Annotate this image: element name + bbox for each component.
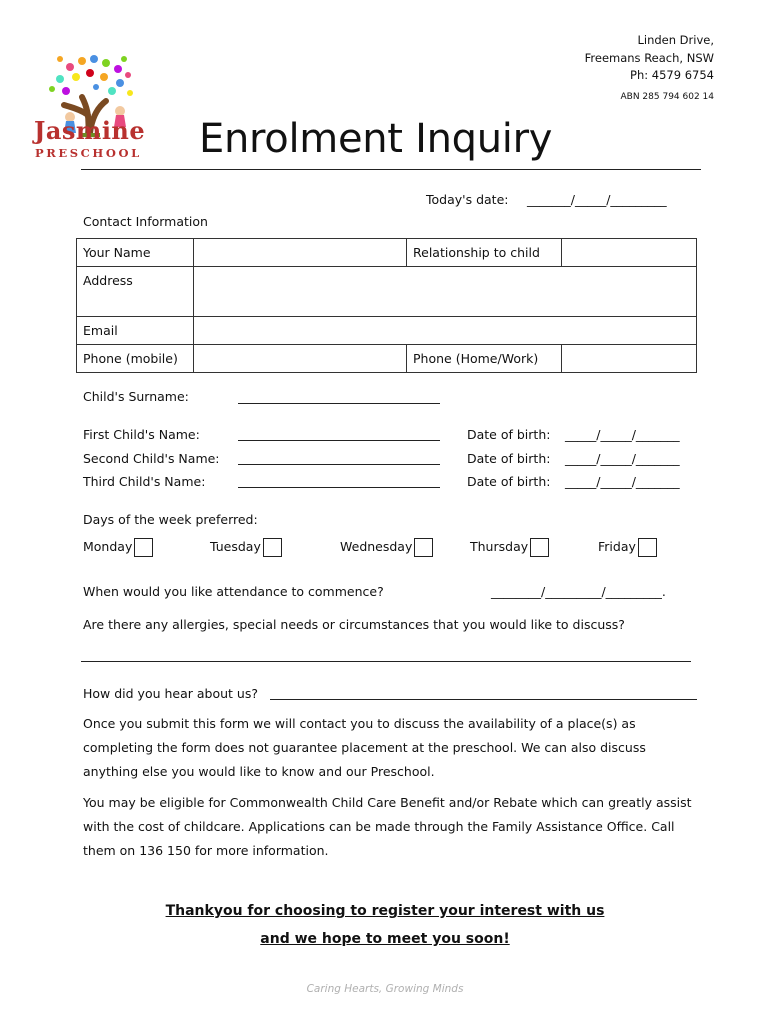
first-child-label: First Child's Name: — [83, 427, 200, 442]
commence-date-field[interactable]: ________/_________/_________. — [491, 584, 666, 599]
days-label: Days of the week preferred: — [83, 512, 258, 527]
allergies-answer-line[interactable] — [81, 661, 691, 662]
first-child-field[interactable] — [238, 427, 440, 441]
day-friday-checkbox[interactable] — [638, 538, 657, 557]
third-dob-field[interactable]: _____/_____/_______ — [565, 474, 680, 489]
first-dob-field[interactable]: _____/_____/_______ — [565, 427, 680, 442]
your-name-field[interactable] — [194, 239, 407, 267]
day-friday-label: Friday — [598, 539, 636, 554]
child-surname-label: Child's Surname: — [83, 389, 189, 404]
info-paragraph-2: You may be eligible for Commonwealth Child Care Benefit and/or Rebate which can greatly assist with the cost of childcare. Applications can be made through the Family Assistance Office. Call them on 136 150 for more information. — [83, 795, 692, 858]
phone-mobile-field[interactable] — [194, 345, 407, 373]
logo-name: Jasmine — [34, 116, 146, 145]
phone-mobile-label: Phone (mobile) — [77, 345, 194, 373]
address-phone: Ph: 4579 6754 — [630, 68, 714, 82]
phone-home-field[interactable] — [562, 345, 697, 373]
day-monday — [83, 538, 153, 557]
third-child-label: Third Child's Name: — [83, 474, 206, 489]
todays-date-field[interactable]: _______/_____/_________ — [527, 192, 667, 207]
contact-table — [76, 238, 697, 373]
email-label: Email — [77, 317, 194, 345]
commence-question: When would you like attendance to commence? — [83, 584, 384, 599]
third-dob-label: Date of birth: — [467, 474, 551, 489]
phone-home-label: Phone (Home/Work) — [407, 345, 562, 373]
address-label: Address — [77, 267, 194, 317]
day-monday-checkbox[interactable] — [134, 538, 153, 557]
day-thursday-label: Thursday — [470, 539, 529, 554]
logo-subtitle: PRESCHOOL — [35, 146, 142, 160]
email-field[interactable] — [194, 317, 697, 345]
day-wednesday-checkbox[interactable] — [414, 538, 433, 557]
day-thursday — [470, 538, 549, 557]
contact-heading: Contact Information — [83, 214, 208, 229]
day-wednesday-label: Wednesday — [340, 539, 413, 554]
third-child-field[interactable] — [238, 474, 440, 488]
address-field[interactable] — [194, 267, 697, 317]
address-line-2: Freemans Reach, NSW — [584, 51, 714, 65]
second-child-label: Second Child's Name: — [83, 451, 220, 466]
first-dob-label: Date of birth: — [467, 427, 551, 442]
abn-number: ABN 285 794 602 14 — [620, 92, 714, 102]
hear-about-label: How did you hear about us? — [83, 686, 258, 701]
second-child-field[interactable] — [238, 451, 440, 465]
address-line-1: Linden Drive, — [637, 33, 714, 47]
day-wednesday — [340, 538, 433, 557]
info-paragraph-1: Once you submit this form we will contact you to discuss the availability of a place(s) as completing the form does not guarantee placement at the preschool. We can also discuss anything else you would like to know and our Preschool. — [83, 716, 646, 779]
day-tuesday-label: Tuesday — [210, 539, 261, 554]
thanks-line-1: Thankyou for choosing to register your interest with us — [165, 903, 605, 919]
second-dob-label: Date of birth: — [467, 451, 551, 466]
day-tuesday — [210, 538, 282, 557]
day-monday-label: Monday — [83, 539, 133, 554]
day-tuesday-checkbox[interactable] — [263, 538, 282, 557]
relationship-field[interactable] — [562, 239, 697, 267]
hear-about-field[interactable] — [270, 686, 697, 700]
thanks-line-2: and we hope to meet you soon! — [260, 931, 510, 947]
todays-date-label: Today's date: — [426, 192, 509, 207]
second-dob-field[interactable]: _____/_____/_______ — [565, 451, 680, 466]
allergies-question: Are there any allergies, special needs or circumstances that you would like to discuss? — [83, 617, 625, 632]
day-friday — [598, 538, 657, 557]
child-surname-field[interactable] — [238, 390, 440, 404]
your-name-label: Your Name — [77, 239, 194, 267]
footer-tagline: Caring Hearts, Growing Minds — [306, 983, 464, 995]
day-thursday-checkbox[interactable] — [530, 538, 549, 557]
page-title: Enrolment Inquiry — [199, 116, 553, 162]
title-underline — [81, 169, 701, 170]
relationship-label: Relationship to child — [407, 239, 562, 267]
